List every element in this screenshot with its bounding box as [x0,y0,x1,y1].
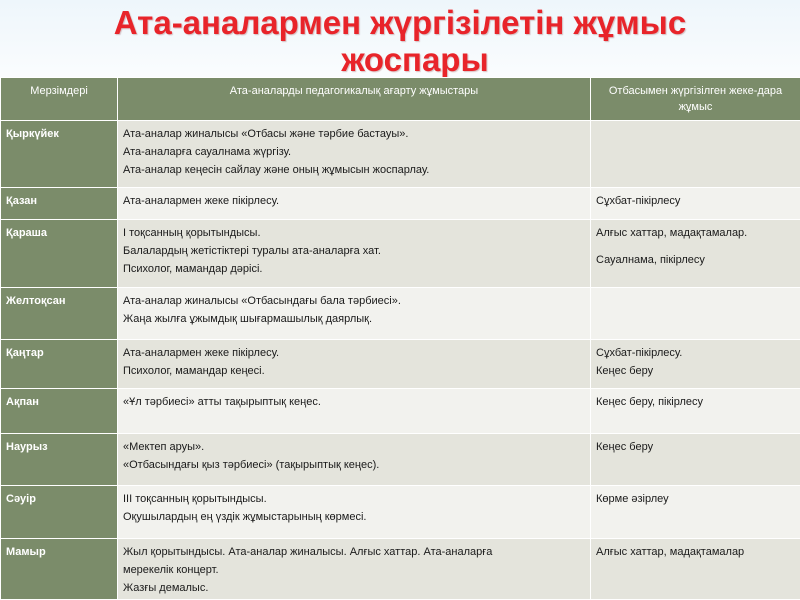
table-row [1,288,800,340]
activities-cell [118,220,591,288]
activity-line: Жазғы демалыс. [123,582,209,594]
month-cell: Қараша [1,220,118,288]
individual-work-line: Сұхбат-пікірлесу [596,195,681,207]
title-line-1: Ата-аналармен жүргізілетін жұмыс [113,4,687,41]
activity-line: «Отбасындағы қыз тәрбиесі» (тақырыптық кеңес). [123,459,380,471]
activities-cell [118,389,591,434]
individual-work-line: Сұхбат-пікірлесу. [596,347,683,359]
table-row [1,539,800,600]
table-row [1,434,800,486]
activities-cell [118,121,591,188]
activity-line: Ата-аналарға сауалнама жүргізу. [123,146,292,158]
individual-work-line: Кеңес беру [596,441,654,453]
month-cell: Желтоқсан [1,288,118,340]
activity-line: «Ұл тәрбиесі» атты тақырыптық кеңес. [123,396,321,408]
individual-work-cell [591,486,800,539]
title-line-2: жоспары [341,41,489,78]
activity-line: І тоқсанның қорытындысы. [123,227,261,239]
header-activities: Ата-аналарды педагогикалық ағарту жұмыстары [118,78,591,121]
month-cell: Ақпан [1,389,118,434]
month-cell: Наурыз [1,434,118,486]
activity-line: Ата-аналармен жеке пікірлесу. [123,195,280,207]
individual-work-line: Кеңес беру [596,365,654,377]
activities-cell [118,188,591,220]
table-row [1,486,800,539]
header-months: Мерзімдері [1,78,118,121]
table-row [1,389,800,434]
slide-title [0,4,800,78]
month-cell: Мамыр [1,539,118,600]
activity-line: Ата-аналар жиналысы «Отбасындағы бала тәрбиесі». [123,295,401,307]
individual-work-cell [591,288,800,340]
individual-work-cell [591,539,800,600]
activity-line: Балалардың жетістіктері туралы ата-аналарға хат. [123,245,381,257]
plan-table [0,77,800,600]
activity-line: Ата-аналар жиналысы «Отбасы және тәрбие бастауы». [123,128,409,140]
header-individual-work: Отбасымен жүргізілген жеке-дара жұмыс [591,78,800,121]
individual-work-cell [591,434,800,486]
table-header-row [1,78,800,121]
activity-line: Психолог, мамандар дәрісі. [123,263,263,275]
individual-work-cell [591,389,800,434]
table-row [1,220,800,288]
table-row [1,121,800,188]
individual-work-line: Сауалнама, пікірлесу [596,254,705,266]
individual-work-line: Кеңес беру, пікірлесу [596,396,704,408]
activity-line: Психолог, мамандар кеңесі. [123,365,265,377]
activity-line: мерекелік концерт. [123,564,219,576]
activities-cell [118,539,591,600]
individual-work-line: Көрме әзірлеу [596,493,669,505]
month-cell: Қаңтар [1,340,118,389]
individual-work-cell [591,188,800,220]
individual-work-cell [591,220,800,288]
table-body [1,121,800,600]
activities-cell [118,434,591,486]
table-row [1,188,800,220]
activities-cell [118,340,591,389]
activity-line: Оқушылардың ең үздік жұмыстарының көрмесі. [123,511,367,523]
activity-line: Ата-аналар кеңесін сайлау және оның жұмысын жоспарлау. [123,164,430,176]
activity-line: «Мектеп аруы». [123,441,205,453]
month-cell: Қыркүйек [1,121,118,188]
month-cell: Сәуір [1,486,118,539]
activity-line: ІІІ тоқсанның қорытындысы. [123,493,267,505]
activity-line: Ата-аналармен жеке пікірлесу. [123,347,280,359]
activity-line: Жыл қорытындысы. Ата-аналар жиналысы. Алғыс хаттар. Ата-аналарға [123,546,493,558]
activities-cell [118,288,591,340]
table-row [1,340,800,389]
individual-work-line: Алғыс хаттар, мадақтамалар. [596,227,748,239]
activities-cell [118,486,591,539]
individual-work-line: Алғыс хаттар, мадақтамалар [596,546,745,558]
individual-work-cell [591,121,800,188]
individual-work-cell [591,340,800,389]
line-gap [596,242,795,251]
activity-line: Жаңа жылға ұжымдық шығармашылық даярлық. [123,313,373,325]
month-cell: Қазан [1,188,118,220]
